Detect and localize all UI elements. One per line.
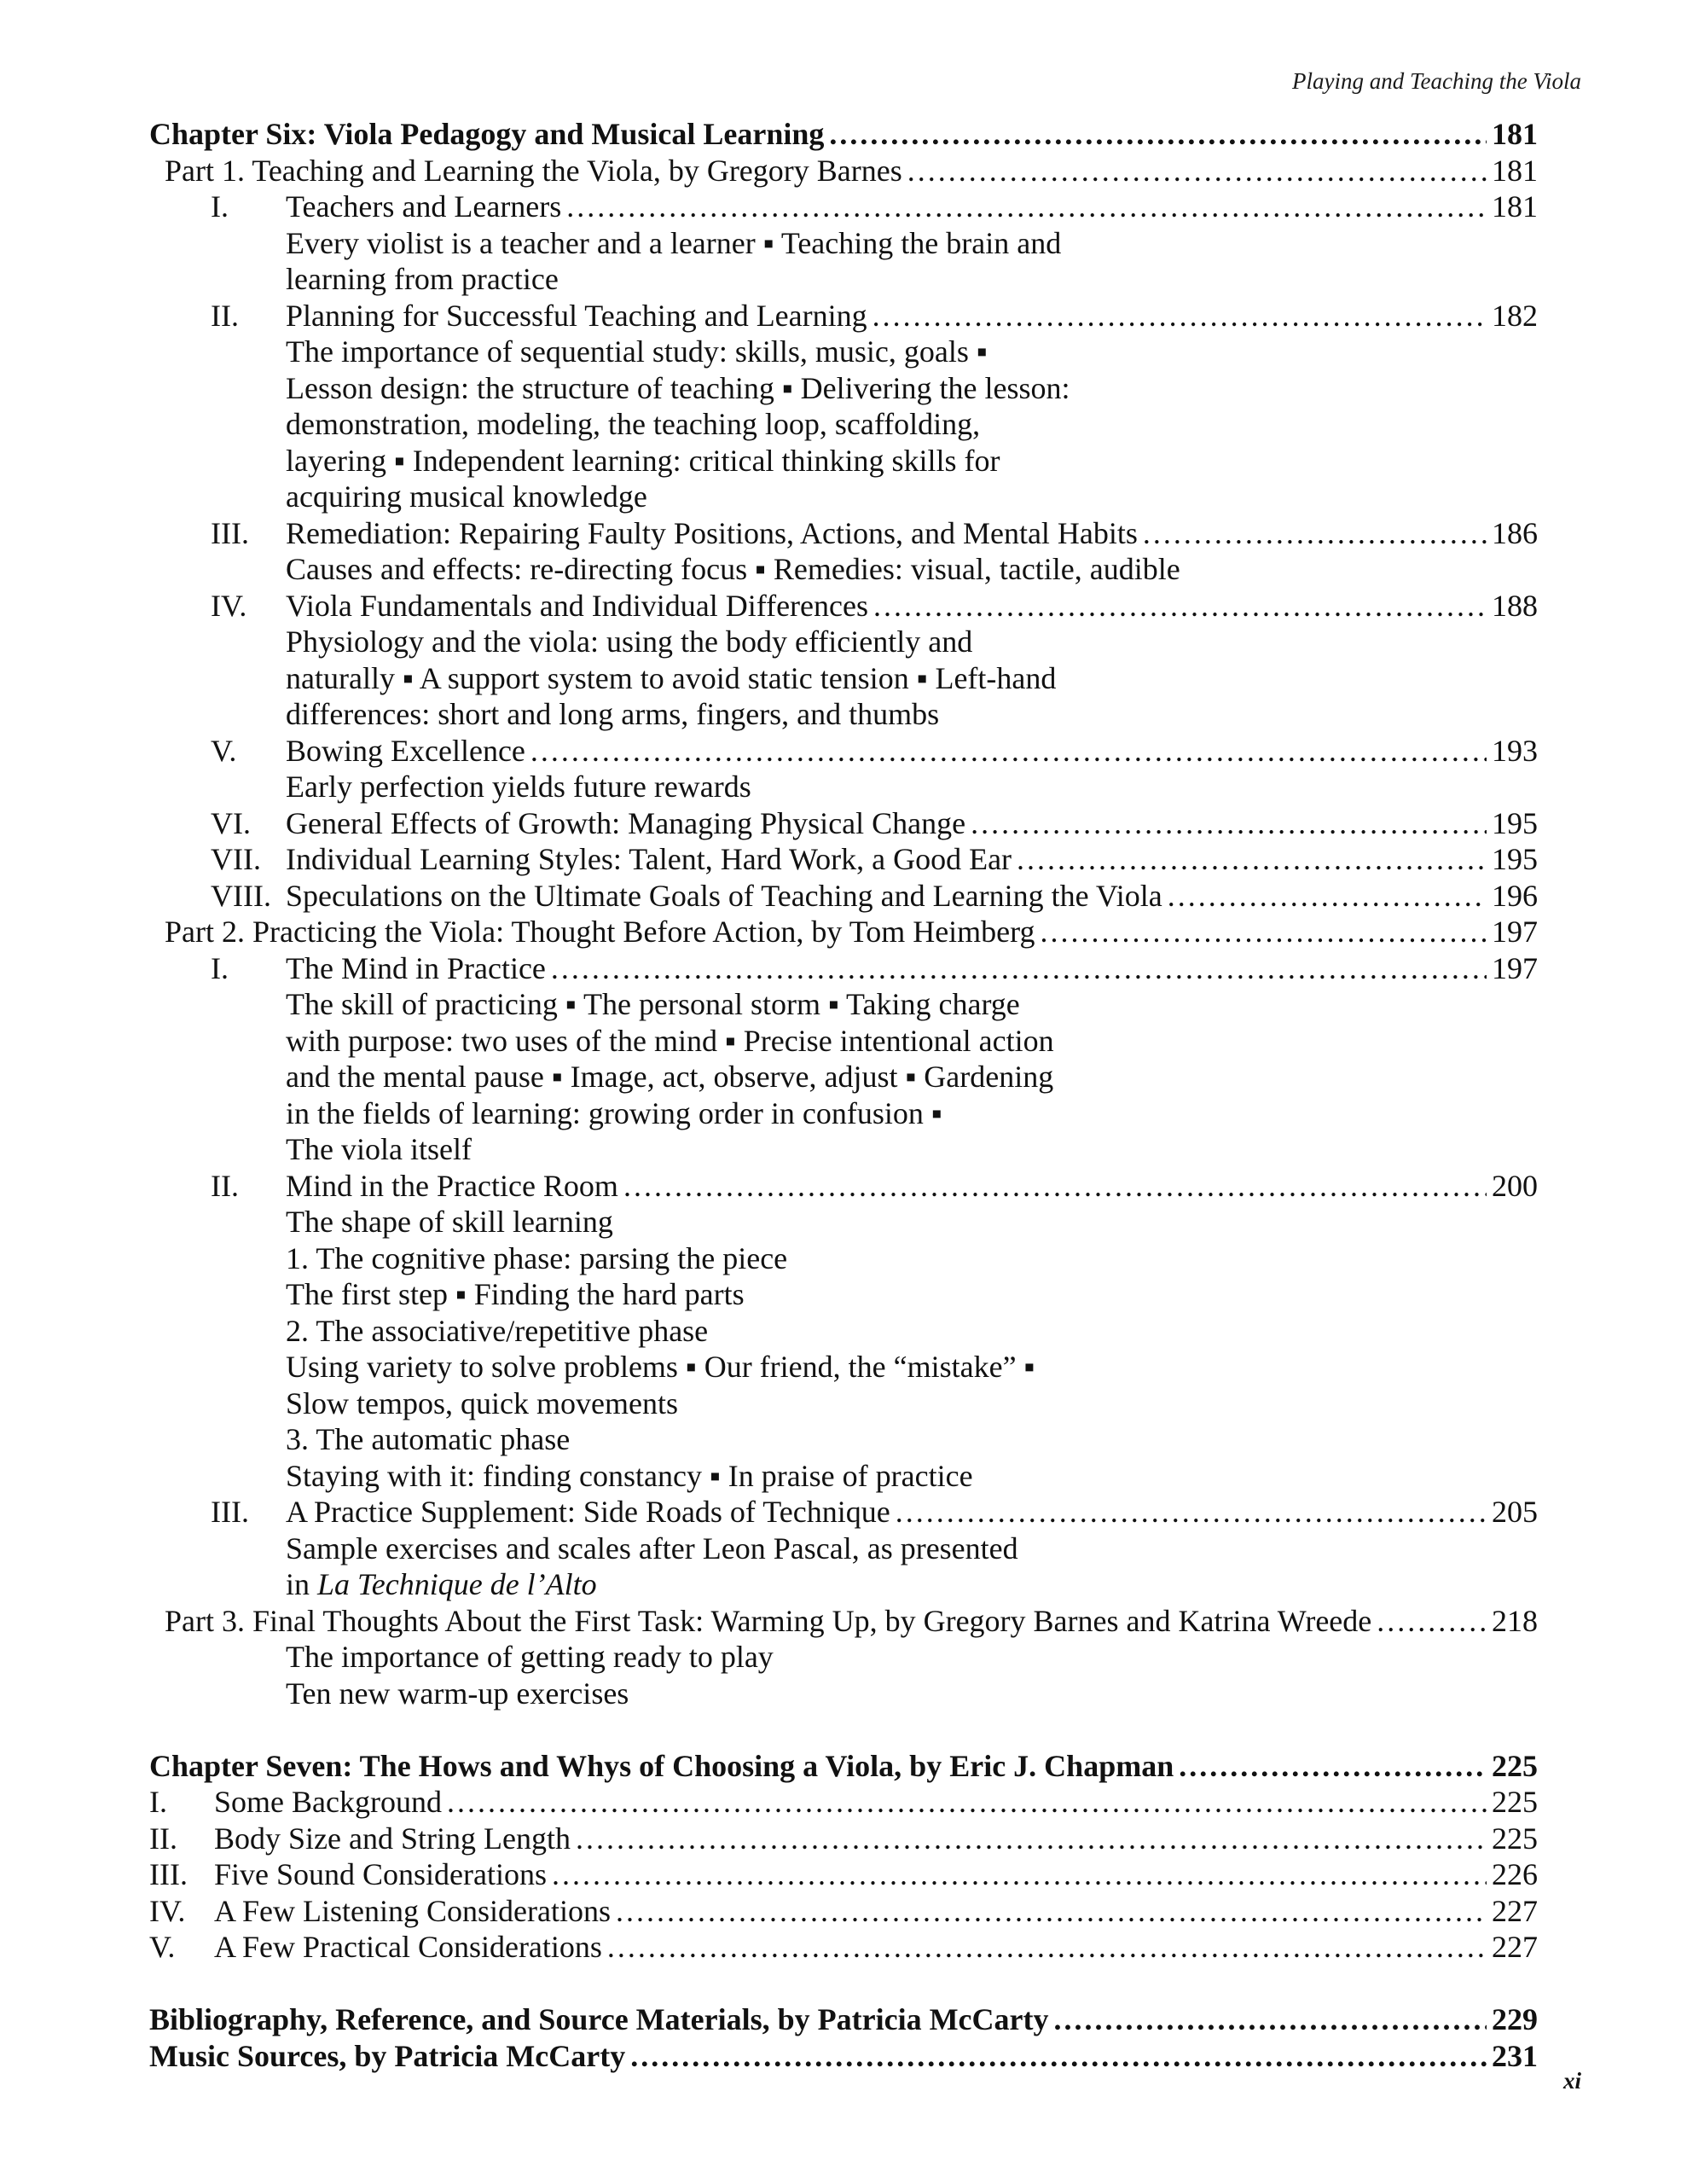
page-number: 197 bbox=[1492, 915, 1538, 949]
description-line: The viola itself bbox=[286, 1132, 472, 1166]
section-title: A Practice Supplement: Side Roads of Technique bbox=[286, 1495, 890, 1529]
section-number: I. bbox=[211, 189, 229, 224]
section-number: VII. bbox=[211, 842, 261, 876]
table-of-contents bbox=[149, 116, 1538, 2074]
section-number: V. bbox=[149, 1930, 176, 1964]
page-number: 186 bbox=[1492, 515, 1538, 550]
description-line: 1. The cognitive phase: parsing the piece bbox=[286, 1240, 788, 1275]
description-line: 2. The associative/repetitive phase bbox=[286, 1313, 709, 1348]
dot-leader bbox=[1054, 2001, 1487, 2038]
toc-section[interactable] bbox=[149, 515, 1538, 552]
dot-leader bbox=[1041, 914, 1487, 950]
page-number: 225 bbox=[1492, 1821, 1538, 1856]
dot-leader bbox=[896, 1494, 1487, 1531]
dot-leader bbox=[623, 1168, 1487, 1205]
section-title: The Mind in Practice bbox=[286, 950, 546, 985]
section-number: VI. bbox=[211, 805, 251, 840]
dot-leader bbox=[530, 733, 1487, 770]
section-title: Individual Learning Styles: Talent, Hard Work, a Good Ear bbox=[286, 842, 1012, 876]
section-title: Teachers and Learners bbox=[286, 189, 562, 224]
page-number: 195 bbox=[1492, 805, 1538, 840]
dot-leader bbox=[873, 588, 1487, 624]
section-number: III. bbox=[211, 1495, 249, 1529]
section-description bbox=[149, 551, 1538, 588]
back-matter-title: Music Sources, by Patricia McCarty bbox=[149, 2038, 626, 2073]
section-number: I. bbox=[211, 950, 229, 985]
description-line: Every violist is a teacher and a learner ▪ Teaching the brain and bbox=[286, 225, 1062, 260]
description-line: and the mental pause ▪ Image, act, observe, adjust ▪ Gardening bbox=[286, 1060, 1054, 1094]
page-number: 225 bbox=[1492, 1785, 1538, 1819]
part-title: Part 3. Final Thoughts About the First Task: Warming Up, by Gregory Barnes and Katrina Wreede bbox=[165, 1603, 1372, 1638]
section-description bbox=[149, 624, 1538, 733]
toc-section[interactable] bbox=[149, 878, 1538, 915]
page-number: 225 bbox=[1492, 1748, 1538, 1783]
description-line: demonstration, modeling, the teaching loop, scaffolding, bbox=[286, 407, 981, 441]
section-description bbox=[149, 1204, 1538, 1494]
toc-section[interactable] bbox=[149, 1494, 1538, 1531]
part-3-description bbox=[149, 1639, 1538, 1711]
toc-section[interactable] bbox=[149, 1929, 1538, 1966]
page-number: 197 bbox=[1492, 950, 1538, 985]
section-title: Body Size and String Length bbox=[214, 1821, 571, 1856]
spacer bbox=[149, 1711, 1538, 1748]
description-line: Ten new warm-up exercises bbox=[286, 1676, 629, 1711]
toc-section[interactable] bbox=[149, 841, 1538, 878]
toc-part-1[interactable] bbox=[149, 153, 1538, 189]
page-number: 231 bbox=[1492, 2038, 1538, 2073]
description-line: The first step ▪ Finding the hard parts bbox=[286, 1277, 745, 1311]
description-line: The importance of sequential study: skills, music, goals ▪ bbox=[286, 334, 988, 369]
part-1-sections bbox=[149, 189, 1538, 914]
toc-section[interactable] bbox=[149, 298, 1538, 334]
toc-section[interactable] bbox=[149, 189, 1538, 225]
section-description bbox=[149, 334, 1538, 515]
dot-leader bbox=[829, 116, 1487, 153]
page-number: 181 bbox=[1492, 153, 1538, 188]
toc-chapter-6[interactable] bbox=[149, 116, 1538, 153]
description-line: Early perfection yields future rewards bbox=[286, 770, 751, 804]
dot-leader bbox=[566, 189, 1487, 225]
page-number: 195 bbox=[1492, 842, 1538, 876]
description-line: The skill of practicing ▪ The personal storm ▪ Taking charge bbox=[286, 987, 1020, 1021]
page-number: 227 bbox=[1492, 1893, 1538, 1928]
dot-leader bbox=[1377, 1603, 1487, 1640]
section-number: V. bbox=[211, 733, 237, 768]
dot-leader bbox=[552, 1856, 1487, 1893]
page-number: 181 bbox=[1492, 117, 1538, 151]
section-title: Planning for Successful Teaching and Learning bbox=[286, 298, 867, 333]
toc-section[interactable] bbox=[149, 588, 1538, 624]
toc-section[interactable] bbox=[149, 733, 1538, 770]
description-line: in the fields of learning: growing order in confusion ▪ bbox=[286, 1095, 942, 1130]
dot-leader bbox=[576, 1821, 1487, 1857]
section-title: Mind in the Practice Room bbox=[286, 1168, 618, 1203]
description-line: Physiology and the viola: using the body efficiently and bbox=[286, 624, 973, 659]
section-title: A Few Practical Considerations bbox=[214, 1930, 602, 1964]
description-line: The importance of getting ready to play bbox=[286, 1640, 774, 1674]
toc-chapter-7[interactable] bbox=[149, 1748, 1538, 1785]
description-line: with purpose: two uses of the mind ▪ Precise intentional action bbox=[286, 1023, 1054, 1058]
description-line: acquiring musical knowledge bbox=[286, 479, 647, 514]
toc-part-3[interactable] bbox=[149, 1603, 1538, 1640]
description-line: Slow tempos, quick movements bbox=[286, 1385, 678, 1420]
description-line: learning from practice bbox=[286, 262, 559, 296]
toc-section[interactable] bbox=[149, 805, 1538, 842]
description-line bbox=[286, 1566, 1538, 1603]
toc-section[interactable] bbox=[149, 1784, 1538, 1821]
dot-leader bbox=[630, 2038, 1487, 2075]
dot-leader bbox=[1168, 878, 1487, 915]
page-number: 200 bbox=[1492, 1168, 1538, 1203]
dot-leader bbox=[872, 298, 1487, 334]
description-line: The shape of skill learning bbox=[286, 1205, 613, 1239]
section-number: IV. bbox=[211, 588, 247, 623]
section-number: IV. bbox=[149, 1893, 186, 1928]
section-number: III. bbox=[149, 1857, 188, 1891]
toc-bibliography[interactable] bbox=[149, 2001, 1538, 2038]
description-line: differences: short and long arms, fingers, and thumbs bbox=[286, 697, 940, 731]
section-number: VIII. bbox=[211, 878, 271, 913]
page-number: 218 bbox=[1492, 1603, 1538, 1638]
running-header: Playing and Teaching the Viola bbox=[1292, 68, 1581, 94]
dot-leader bbox=[607, 1929, 1487, 1966]
dot-leader bbox=[1143, 515, 1487, 552]
section-description bbox=[149, 225, 1538, 298]
folio-page-number: xi bbox=[1562, 2068, 1581, 2094]
toc-section[interactable] bbox=[149, 1168, 1538, 1205]
part-2-sections bbox=[149, 950, 1538, 1603]
back-matter-title: Bibliography, Reference, and Source Materials, by Patricia McCarty bbox=[149, 2002, 1049, 2036]
toc-music-sources[interactable] bbox=[149, 2038, 1538, 2075]
section-title: Remediation: Repairing Faulty Positions, Actions, and Mental Habits bbox=[286, 515, 1138, 550]
description-line: Causes and effects: re-directing focus ▪ Remedies: visual, tactile, audible bbox=[286, 552, 1180, 586]
section-description bbox=[149, 986, 1538, 1168]
toc-part-2[interactable] bbox=[149, 914, 1538, 950]
section-description bbox=[149, 769, 1538, 805]
page-number: 229 bbox=[1492, 2002, 1538, 2036]
dot-leader bbox=[907, 153, 1487, 189]
chapter-title: Chapter Six: Viola Pedagogy and Musical Learning bbox=[149, 117, 825, 151]
chapter-title: Chapter Seven: The Hows and Whys of Choosing a Viola, by Eric J. Chapman bbox=[149, 1748, 1174, 1783]
section-number: II. bbox=[149, 1821, 177, 1856]
part-title: Part 2. Practicing the Viola: Thought Before Action, by Tom Heimberg bbox=[165, 915, 1035, 949]
section-number: II. bbox=[211, 1168, 239, 1203]
section-title: Five Sound Considerations bbox=[214, 1857, 548, 1891]
spacer bbox=[149, 1966, 1538, 2002]
section-description bbox=[149, 1531, 1538, 1603]
section-title: Speculations on the Ultimate Goals of Teaching and Learning the Viola bbox=[286, 878, 1162, 913]
page-number: 181 bbox=[1492, 189, 1538, 224]
toc-section[interactable] bbox=[149, 1856, 1538, 1893]
toc-section[interactable] bbox=[149, 1893, 1538, 1930]
description-line: Sample exercises and scales after Leon Pascal, as presented bbox=[286, 1531, 1018, 1565]
section-title: A Few Listening Considerations bbox=[214, 1893, 611, 1928]
page-number: 226 bbox=[1492, 1857, 1538, 1891]
section-number: I. bbox=[149, 1785, 167, 1819]
dot-leader bbox=[971, 805, 1487, 842]
page-number: 227 bbox=[1492, 1930, 1538, 1964]
description-line: naturally ▪ A support system to avoid static tension ▪ Left-hand bbox=[286, 660, 1057, 695]
page-number: 182 bbox=[1492, 298, 1538, 333]
page-number: 196 bbox=[1492, 878, 1538, 913]
chapter-7-sections bbox=[149, 1784, 1538, 1966]
book-title: La Technique de l’Alto bbox=[317, 1567, 597, 1601]
page-number: 188 bbox=[1492, 588, 1538, 623]
description-line: Lesson design: the structure of teaching ▪ Delivering the lesson: bbox=[286, 370, 1070, 405]
description-line: 3. The automatic phase bbox=[286, 1422, 571, 1456]
section-title: Bowing Excellence bbox=[286, 733, 525, 768]
description-line: Staying with it: finding constancy ▪ In praise of practice bbox=[286, 1458, 973, 1493]
section-title: Some Background bbox=[214, 1785, 442, 1819]
description-line: layering ▪ Independent learning: critical thinking skills for bbox=[286, 443, 1000, 478]
toc-section[interactable] bbox=[149, 950, 1538, 987]
dot-leader bbox=[447, 1784, 1487, 1821]
dot-leader bbox=[1017, 841, 1487, 878]
section-number: III. bbox=[211, 515, 249, 550]
part-title: Part 1. Teaching and Learning the Viola, by Gregory Barnes bbox=[165, 153, 902, 188]
dot-leader bbox=[1179, 1748, 1487, 1785]
page-number: 205 bbox=[1492, 1495, 1538, 1529]
section-title: General Effects of Growth: Managing Physical Change bbox=[286, 805, 966, 840]
page-number: 193 bbox=[1492, 733, 1538, 768]
dot-leader bbox=[551, 950, 1487, 987]
description-text: in bbox=[286, 1567, 318, 1601]
toc-section[interactable] bbox=[149, 1821, 1538, 1857]
section-title: Viola Fundamentals and Individual Differences bbox=[286, 588, 868, 623]
description-line: Using variety to solve problems ▪ Our friend, the “mistake” ▪ bbox=[286, 1350, 1035, 1384]
dot-leader bbox=[616, 1893, 1487, 1930]
section-number: II. bbox=[211, 298, 239, 333]
